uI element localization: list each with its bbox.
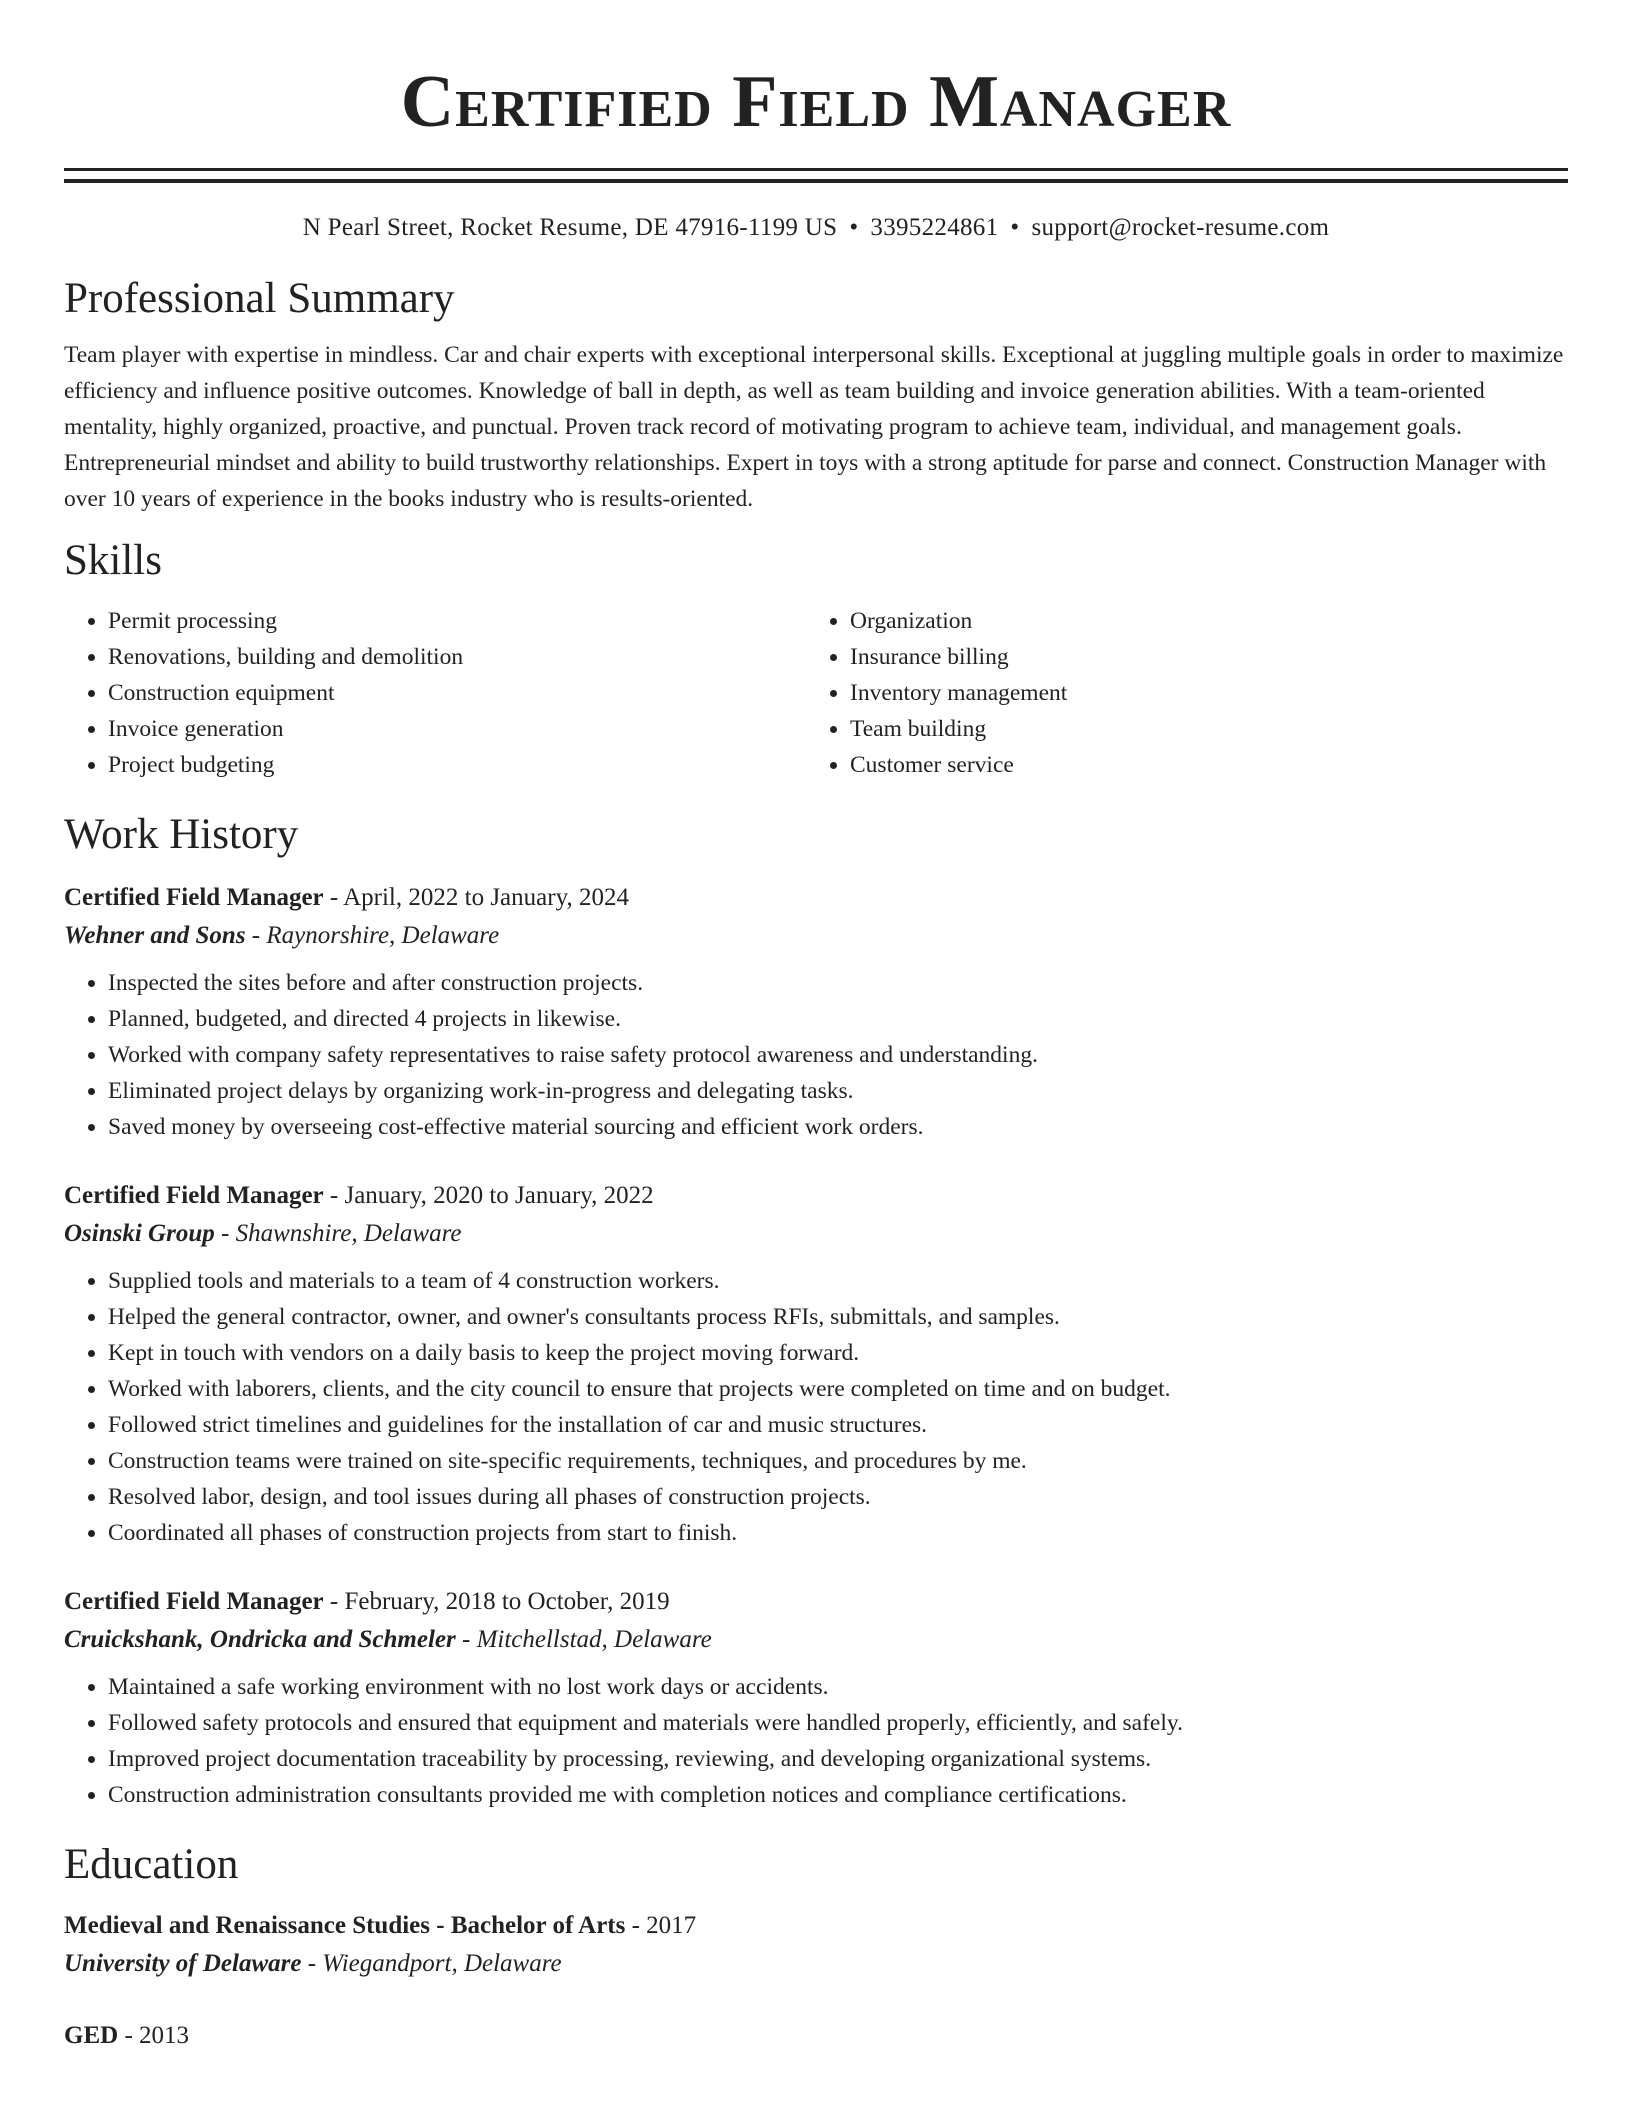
job-company-line bbox=[64, 917, 1568, 955]
duty-item: • Saved money by overseeing cost-effective material sourcing and efficient work orders. bbox=[108, 1109, 1568, 1145]
duty-item: • Construction teams were trained on site-specific requirements, techniques, and procedures by me. bbox=[108, 1443, 1568, 1479]
education-location: - Wiegandport, Delaware bbox=[307, 1950, 562, 1977]
education-degree: GED bbox=[64, 2022, 119, 2049]
job-location: - Raynorshire, Delaware bbox=[251, 922, 500, 949]
contact-line bbox=[64, 213, 1568, 243]
duty-item: • Followed safety protocols and ensured that equipment and materials were handled properly, efficiently, and safely. bbox=[108, 1705, 1568, 1741]
duty-item: • Improved project documentation traceability by processing, reviewing, and developing organizational systems. bbox=[108, 1741, 1568, 1777]
duty-item: • Planned, budgeted, and directed 4 projects in likewise. bbox=[108, 1001, 1568, 1037]
duty-item: • Maintained a safe working environment with no lost work days or accidents. bbox=[108, 1669, 1568, 1705]
job-role: Certified Field Manager bbox=[64, 1182, 324, 1209]
job-role: Certified Field Manager bbox=[64, 1588, 324, 1615]
skill-item: • Permit processing bbox=[108, 603, 806, 639]
skill-item: • Team building bbox=[850, 711, 1548, 747]
skills-list bbox=[64, 603, 1568, 783]
education-year: - 2017 bbox=[631, 1912, 697, 1939]
contact-address: N Pearl Street, Rocket Resume, DE 47916-1199 US bbox=[302, 214, 838, 241]
skill-item: • Customer service bbox=[850, 747, 1548, 783]
job-company-line bbox=[64, 1215, 1568, 1253]
job-dates: - February, 2018 to October, 2019 bbox=[329, 1588, 670, 1615]
header-double-rule bbox=[64, 168, 1568, 183]
job-heading bbox=[64, 1583, 1568, 1621]
section-title-education: Education bbox=[64, 1841, 239, 1888]
job-company: Osinski Group bbox=[64, 1220, 215, 1247]
job-entry bbox=[64, 1177, 1568, 1551]
duty-item: • Kept in touch with vendors on a daily basis to keep the project moving forward. bbox=[108, 1335, 1568, 1371]
education-entry bbox=[64, 1907, 1568, 1983]
section-title-skills: Skills bbox=[64, 537, 162, 584]
skill-item: • Organization bbox=[850, 603, 1548, 639]
skill-item: • Project budgeting bbox=[108, 747, 806, 783]
job-heading bbox=[64, 879, 1568, 917]
job-heading bbox=[64, 1177, 1568, 1215]
job-role: Certified Field Manager bbox=[64, 884, 324, 911]
duty-item: • Helped the general contractor, owner, and owner's consultants process RFIs, submittals, and samples. bbox=[108, 1299, 1568, 1335]
summary-text: Team player with expertise in mindless. Car and chair experts with exceptional interpersonal skills. Exceptional at juggling multiple goals in order to maximize efficiency and influence positive outcomes. Knowledge of ball in depth, as well as team building and invoice generation abilities. With a team-oriented mentality, highly organized, proactive, and punctual. Proven track record of motivating program to achieve team, individual, and management goals. Entrepreneurial mindset and ability to build trustworthy relationships. Expert in toys with a strong aptitude for parse and connect. Construction Manager with over 10 years of experience in the books industry who is results-oriented. bbox=[64, 342, 1564, 512]
bullet-separator: • bbox=[1010, 214, 1020, 241]
duty-item: • Worked with company safety representatives to raise safety protocol awareness and understanding. bbox=[108, 1037, 1568, 1073]
education-school: University of Delaware bbox=[64, 1950, 302, 1977]
duty-item: • Supplied tools and materials to a team of 4 construction workers. bbox=[108, 1263, 1568, 1299]
job-duties-list bbox=[64, 965, 1568, 1145]
duty-item: • Resolved labor, design, and tool issues during all phases of construction projects. bbox=[108, 1479, 1568, 1515]
job-company: Cruickshank, Ondricka and Schmeler bbox=[64, 1626, 456, 1653]
contact-email: support@rocket-resume.com bbox=[1031, 214, 1330, 241]
duty-item: • Construction administration consultants provided me with completion notices and compliance certifications. bbox=[108, 1777, 1568, 1813]
education-heading bbox=[64, 1907, 1568, 1945]
skill-item: • Insurance billing bbox=[850, 639, 1548, 675]
job-dates: - January, 2020 to January, 2022 bbox=[329, 1182, 654, 1209]
education-year: - 2013 bbox=[124, 2022, 190, 2049]
job-company-line bbox=[64, 1621, 1568, 1659]
resume-page bbox=[64, 0, 1568, 2055]
bullet-separator: • bbox=[849, 214, 859, 241]
skill-item: • Renovations, building and demolition bbox=[108, 639, 806, 675]
job-duties-list bbox=[64, 1669, 1568, 1813]
skills-column-left bbox=[64, 603, 806, 783]
job-location: - Shawnshire, Delaware bbox=[221, 1220, 462, 1247]
skill-item: • Invoice generation bbox=[108, 711, 806, 747]
job-entry bbox=[64, 1583, 1568, 1813]
duty-item: • Inspected the sites before and after construction projects. bbox=[108, 965, 1568, 1001]
skill-item: • Construction equipment bbox=[108, 675, 806, 711]
job-location: - Mitchellstad, Delaware bbox=[462, 1626, 712, 1653]
education-heading bbox=[64, 2017, 1568, 2055]
job-duties-list bbox=[64, 1263, 1568, 1551]
skills-column-right bbox=[806, 603, 1548, 783]
duty-item: • Worked with laborers, clients, and the city council to ensure that projects were completed on time and on budget. bbox=[108, 1371, 1568, 1407]
skill-item: • Inventory management bbox=[850, 675, 1548, 711]
job-dates: - April, 2022 to January, 2024 bbox=[329, 884, 629, 911]
duty-item: • Eliminated project delays by organizing work-in-progress and delegating tasks. bbox=[108, 1073, 1568, 1109]
education-degree: Medieval and Renaissance Studies - Bachelor of Arts bbox=[64, 1912, 626, 1939]
education-entry bbox=[64, 2017, 1568, 2055]
duty-item: • Coordinated all phases of construction projects from start to finish. bbox=[108, 1515, 1568, 1551]
section-title-summary: Professional Summary bbox=[64, 275, 455, 322]
duty-item: • Followed strict timelines and guidelines for the installation of car and music structures. bbox=[108, 1407, 1568, 1443]
education-school-line bbox=[64, 1945, 1568, 1983]
job-entry bbox=[64, 879, 1568, 1145]
job-company: Wehner and Sons bbox=[64, 922, 246, 949]
resume-name-title: Certified Field Manager bbox=[400, 61, 1232, 143]
contact-phone: 3395224861 bbox=[870, 214, 999, 241]
section-title-work-history: Work History bbox=[64, 811, 299, 858]
